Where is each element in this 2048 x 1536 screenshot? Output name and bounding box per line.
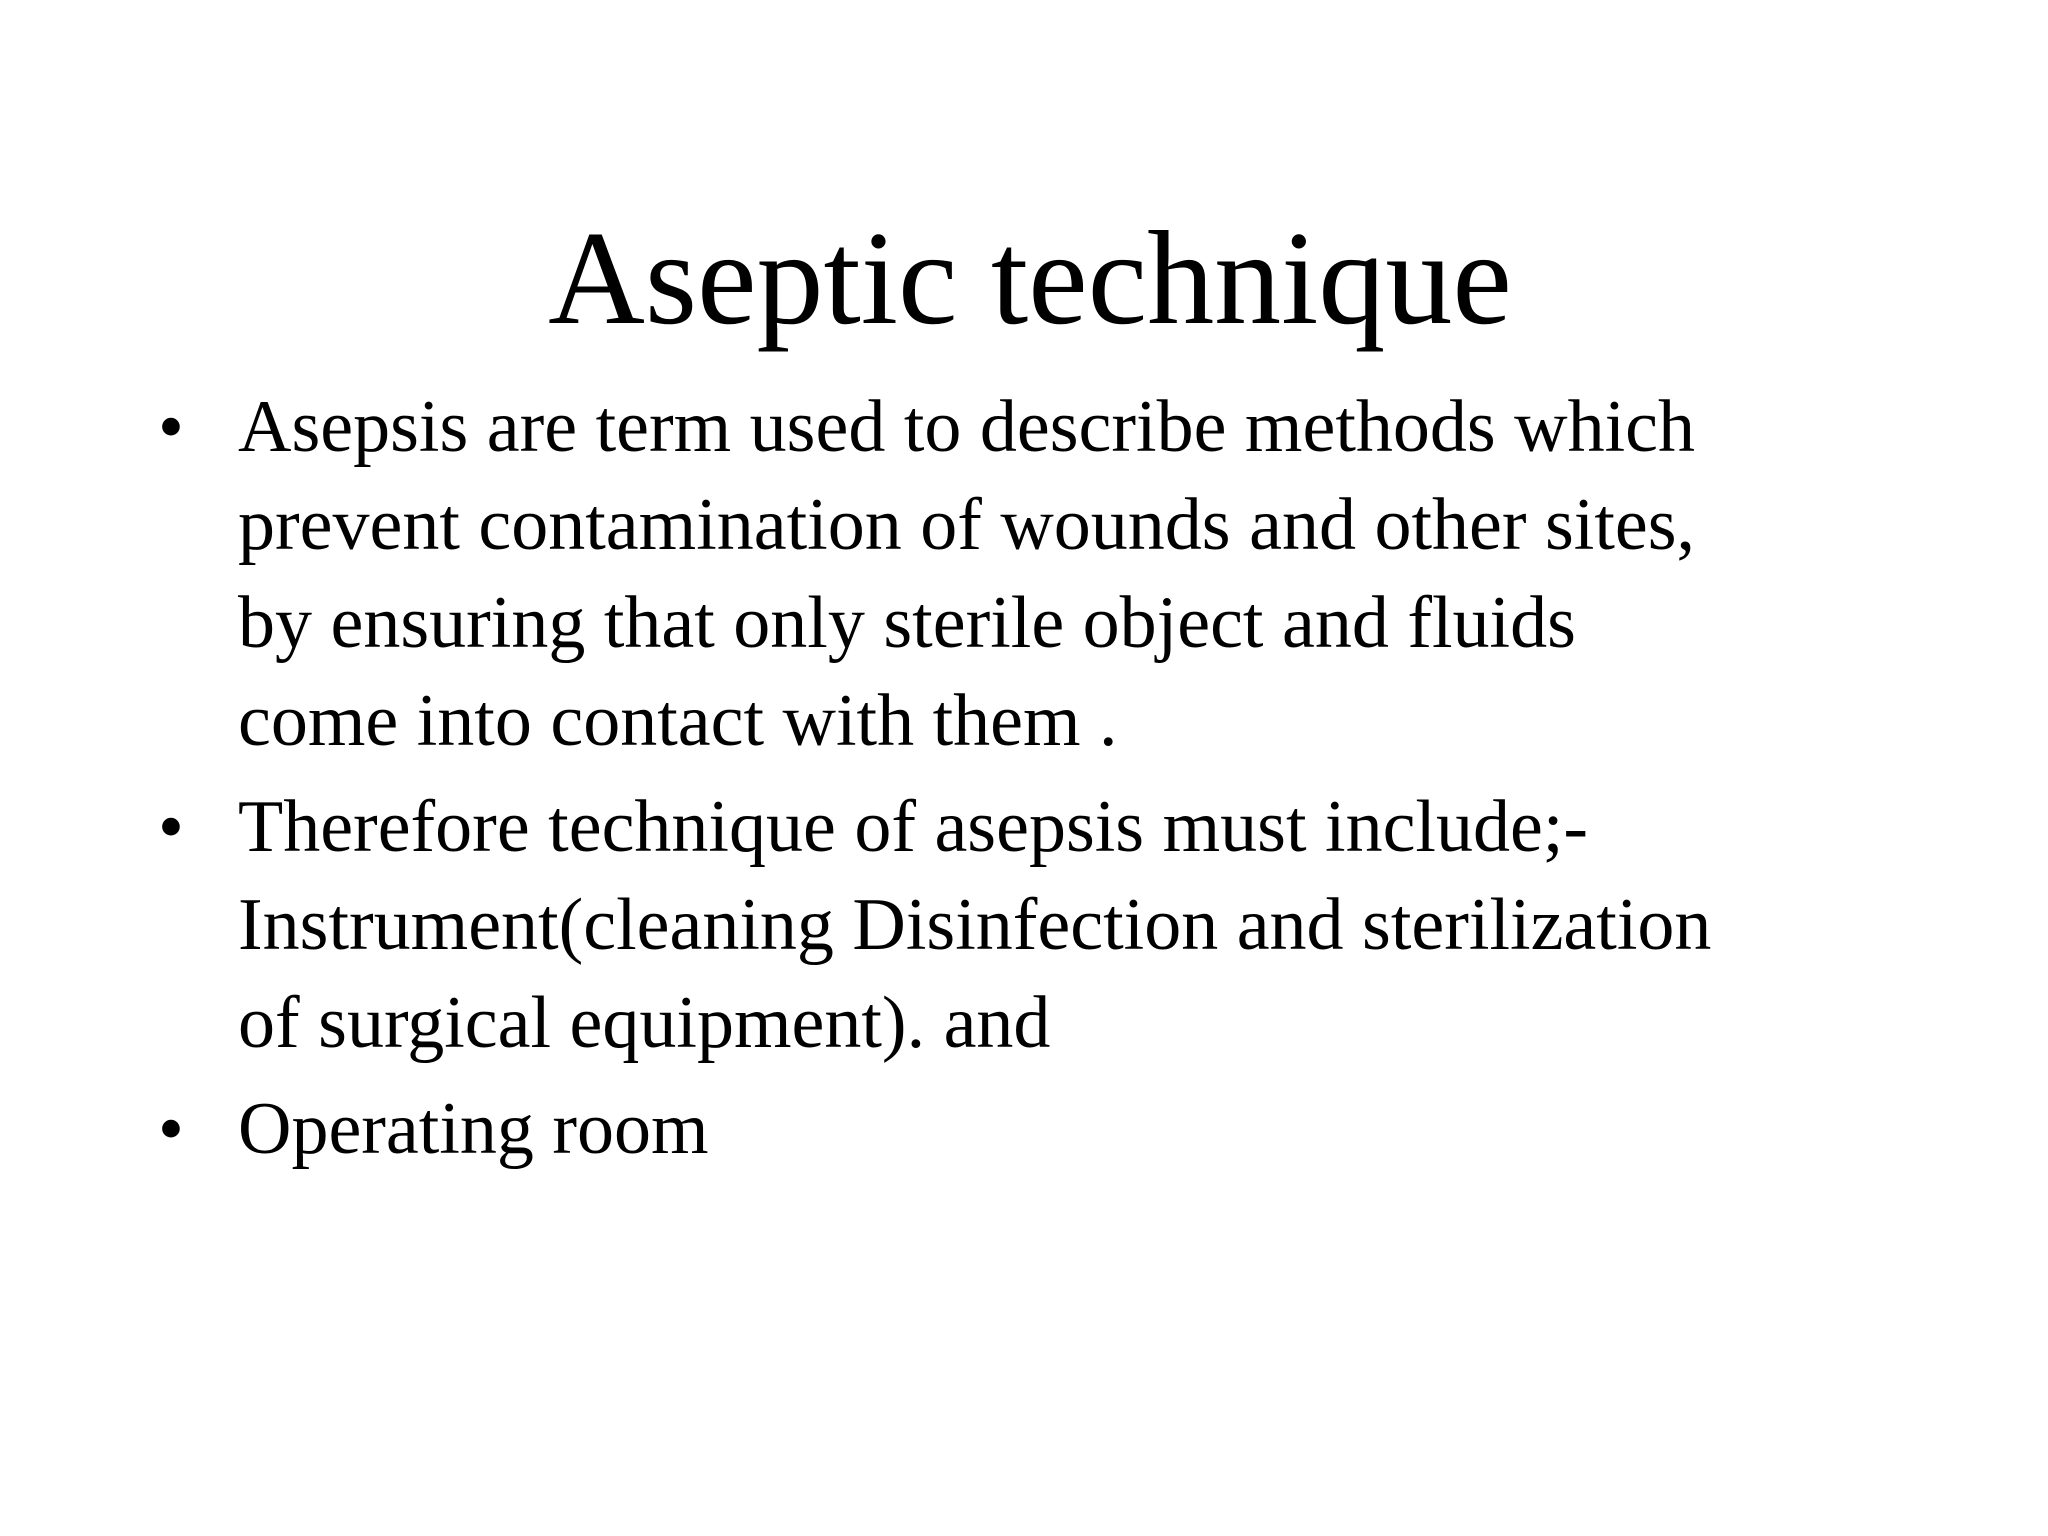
bullet-line: Asepsis are term used to describe methods which <box>238 386 1696 468</box>
bullet-text <box>238 1080 1898 1178</box>
bullet-line: prevent contamination of wounds and other sites, <box>238 484 1696 566</box>
bullet-icon: • <box>158 1088 184 1170</box>
bullet-line: by ensuring that only sterile object and fluids <box>238 582 1576 664</box>
bullet-line: of surgical equipment). and <box>238 982 1051 1064</box>
bullet-item <box>158 1080 1898 1178</box>
bullet-item <box>158 378 1898 770</box>
slide-title: Aseptic technique <box>548 204 1512 352</box>
bullet-icon: • <box>158 786 184 868</box>
bullet-item <box>158 778 1898 1072</box>
bullet-line: Operating room <box>238 1088 709 1170</box>
bullet-text <box>238 778 1898 1072</box>
bullet-icon: • <box>158 386 184 468</box>
bullet-line: Instrument(cleaning Disinfection and sterilization <box>238 884 1712 966</box>
bullet-text <box>238 378 1898 770</box>
bullet-line: Therefore technique of asepsis must include;- <box>238 786 1589 868</box>
bullet-list <box>158 378 1898 1186</box>
bullet-line: come into contact with them . <box>238 680 1118 762</box>
